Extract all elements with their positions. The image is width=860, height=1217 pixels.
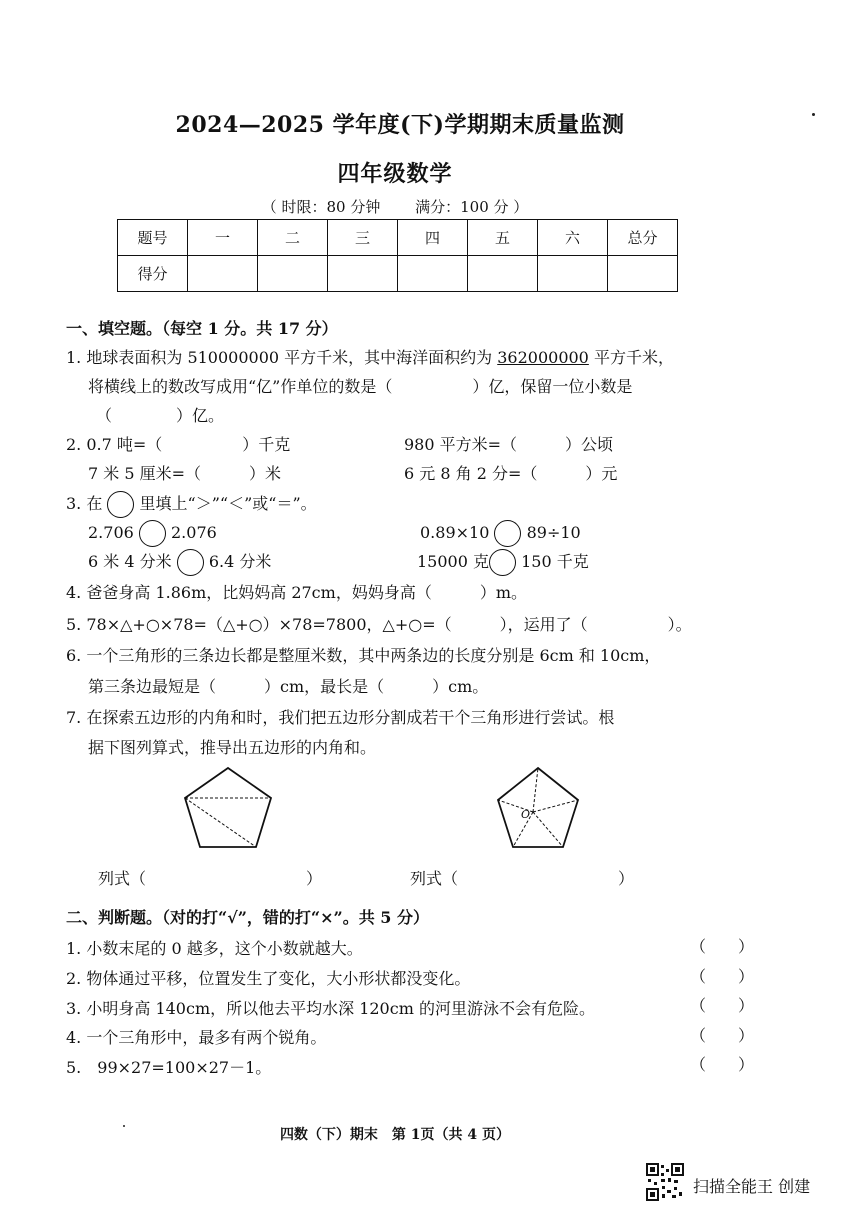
score-table-cell: 二 [258,220,328,256]
pentagon-vertex-division-figure [178,765,278,850]
scan-speck [123,1125,125,1127]
question-4: 4. 爸爸身高 1.86m，比妈妈高 27cm，妈妈身高（ ）m。 [66,583,527,602]
pentagon-center-label: O [521,808,531,821]
judge-item: 3. 小明身高 140cm，所以他去平均水深 120cm 的河里游泳不会有危险。 [66,999,595,1018]
q1-text-a: 1. 地球表面积为 510000000 平方千米，其中海洋面积约为 [66,348,498,367]
score-row-label: 得分 [118,256,188,292]
compare-left: 15000 克 [417,552,489,571]
scanner-watermark: 扫描全能王 创建 [693,1177,811,1196]
question-7-line1: 7. 在探索五边形的内角和时，我们把五边形分割成若干个三角形进行尝试。根 [66,708,615,727]
question-1-line3: （ ）亿。 [96,406,225,425]
compare-item [88,520,217,547]
compare-circle-icon[interactable] [489,549,516,576]
question-2c: 7 米 5 厘米=（ ）米 [88,464,282,483]
score-input-cell[interactable] [608,256,678,292]
pentagon-center-division-figure [493,765,583,850]
judge-item: 2. 物体通过平移，位置发生了变化，大小形状都没变化。 [66,969,471,988]
exam-subtitle: 四年级数学 [337,161,453,187]
qr-code-icon [646,1163,684,1201]
question-6-line1: 6. 一个三角形的三条边长都是整厘米数，其中两条边的长度分别是 6cm 和 10cm， [66,646,661,665]
q1-text-b: 平方千米， [588,348,674,367]
judge-item: 1. 小数末尾的 0 越多，这个小数就越大。 [66,939,363,958]
question-2d: 6 元 8 角 2 分=（ ）元 [404,464,618,483]
compare-circle-icon[interactable] [177,549,204,576]
exam-title: 2024—2025 学年度(下)学期期末质量监测 [175,112,625,138]
answer-box[interactable]: （ ） [690,967,755,986]
score-input-cell[interactable] [188,256,258,292]
score-table-score-row [118,256,678,292]
page-footer: 四数（下）期末 第 1页（共 4 页） [279,1127,511,1143]
score-input-cell[interactable] [398,256,468,292]
scan-speck [812,113,815,116]
score-table-cell: 六 [538,220,608,256]
question-3-prompt [66,491,317,518]
score-input-cell[interactable] [538,256,608,292]
score-table-header-row [118,220,678,256]
judge-item: 4. 一个三角形中，最多有两个锐角。 [66,1028,327,1047]
compare-right: 89÷10 [526,523,581,542]
compare-left: 6 米 4 分米 [88,552,172,571]
score-input-cell[interactable] [328,256,398,292]
score-table [117,219,678,292]
question-1-line2: 将横线上的数改写成用“亿”作单位的数是（ ）亿，保留一位小数是 [88,377,633,396]
answer-box[interactable]: （ ） [690,996,755,1015]
compare-right: 150 千克 [521,552,589,571]
score-table-cell: 总分 [608,220,678,256]
answer-box[interactable]: （ ） [690,1026,755,1045]
compare-left: 2.706 [88,523,134,542]
q1-underlined-number: 362000000 [497,348,589,367]
lieshi-1: 列式（ ） [98,869,323,888]
q3-text-b: 里填上“＞”“＜”或“＝”。 [139,494,317,513]
section1-heading: 一、填空题。（每空 1 分。共 17 分） [66,319,338,338]
compare-item [88,549,271,576]
compare-right: 6.4 分米 [208,552,272,571]
question-2a: 2. 0.7 吨=（ ）千克 [66,435,291,454]
compare-circle-icon [107,491,134,518]
exam-limits: （ 时限：80 分钟 满分：100 分 ） [261,198,529,216]
compare-circle-icon[interactable] [494,520,521,547]
question-7-line2: 据下图列算式，推导出五边形的内角和。 [88,738,377,757]
judge-item: 5. 99×27=100×27－1。 [66,1058,272,1077]
compare-circle-icon[interactable] [139,520,166,547]
compare-right: 2.076 [171,523,217,542]
section2-heading: 二、判断题。（对的打“√”，错的打“×”。共 5 分） [66,908,430,927]
score-input-cell[interactable] [258,256,328,292]
score-table-cell: 一 [188,220,258,256]
answer-box[interactable]: （ ） [690,1055,755,1074]
q3-text-a: 3. 在 [66,494,103,513]
score-table-cell: 五 [468,220,538,256]
compare-item [417,549,589,576]
lieshi-2: 列式（ ） [410,869,635,888]
compare-item [420,520,581,547]
question-5: 5. 78×△+○×78=（△+○）×78=7800，△+○=（ ），运用了（ ）。 [66,615,692,634]
question-1-line1 [66,345,674,368]
score-table-cell: 四 [398,220,468,256]
score-input-cell[interactable] [468,256,538,292]
question-6-line2: 第三条边最短是（ ）cm，最长是（ ）cm。 [88,677,489,696]
answer-box[interactable]: （ ） [690,937,755,956]
question-2b: 980 平方米=（ ）公顷 [404,435,614,454]
score-table-cell: 题号 [118,220,188,256]
score-table-cell: 三 [328,220,398,256]
compare-left: 0.89×10 [420,523,490,542]
